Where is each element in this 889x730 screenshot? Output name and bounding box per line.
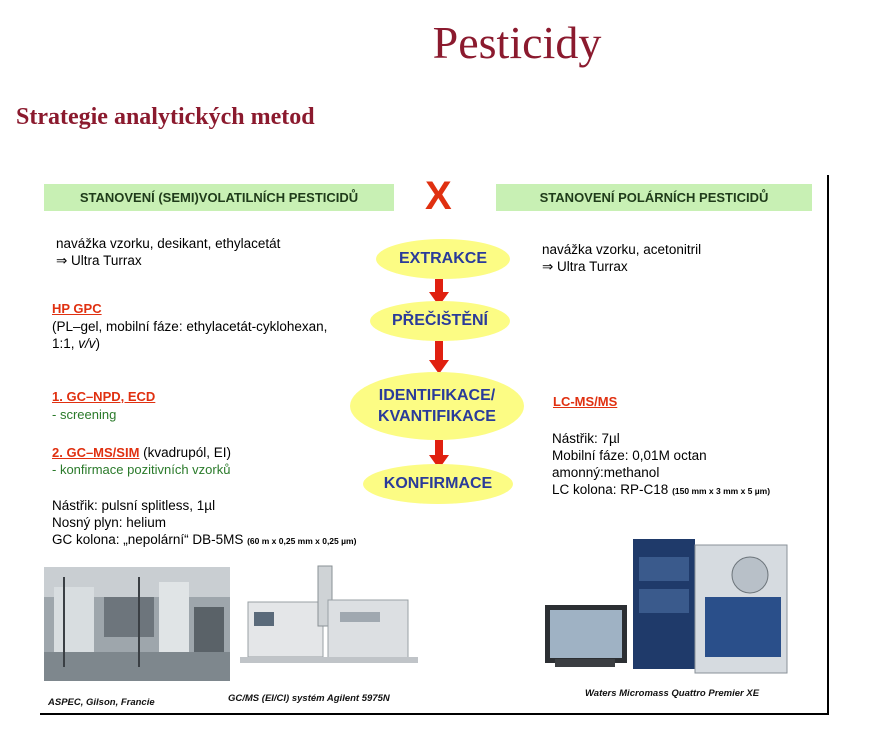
left-extraction-line1: navážka vzorku, desikant, ethylacetát bbox=[56, 236, 281, 251]
gpc-line2 bbox=[52, 335, 327, 352]
caption-waters: Waters Micromass Quattro Premier XE bbox=[585, 688, 760, 699]
gc-column-text: GC kolona: „nepolární“ DB-5MS bbox=[52, 532, 244, 547]
right-extraction bbox=[542, 241, 701, 275]
gpc-line1: (PL–gel, mobilní fáze: ethylacetát-cyklohexan, bbox=[52, 319, 328, 334]
step-kvantifikace: KVANTIFIKACE bbox=[378, 408, 496, 425]
right-extraction-line1: navážka vzorku, acetonitril bbox=[542, 242, 702, 257]
flow-arrow-3 bbox=[435, 440, 443, 456]
gc-param-carrier: Nosný plyn: helium bbox=[52, 515, 167, 530]
lc-param-column bbox=[552, 481, 770, 500]
gcms-photo bbox=[240, 560, 418, 672]
lc-column-dims: (150 mm x 3 mm x 5 µm) bbox=[672, 486, 771, 496]
gc2-title: 2. GC–MS/SIM bbox=[52, 445, 140, 460]
gpc-close-paren: ) bbox=[95, 336, 101, 351]
step-konfirmace: KONFIRMACE bbox=[363, 464, 513, 504]
lc-parameters bbox=[552, 430, 770, 500]
step-precisteni: PŘEČIŠTĚNÍ bbox=[370, 301, 510, 341]
lc-column-text: LC kolona: RP-C18 bbox=[552, 482, 669, 497]
gpc-ratio: 1:1, bbox=[52, 336, 79, 351]
page-title: Pesticidy bbox=[432, 17, 602, 68]
aspec-lab-image bbox=[44, 567, 230, 681]
waters-photo bbox=[545, 527, 815, 682]
x-mark: X bbox=[425, 174, 452, 218]
aspec-photo bbox=[44, 567, 230, 681]
gc-column-dims: (60 m x 0,25 mm x 0,25 µm) bbox=[247, 536, 357, 546]
caption-aspec: ASPEC, Gilson, Francie bbox=[48, 697, 155, 708]
right-extraction-line2: ⇒ Ultra Turrax bbox=[542, 259, 628, 274]
flow-arrow-1 bbox=[435, 279, 443, 293]
gc1-title: 1. GC–NPD, ECD bbox=[52, 389, 156, 404]
left-column-header: STANOVENÍ (SEMI)VOLATILNÍCH PESTICIDŮ bbox=[44, 184, 394, 211]
lc-param-injection: Nástřik: 7µl bbox=[552, 431, 620, 446]
step-extrakce: EXTRAKCE bbox=[376, 239, 510, 279]
gc2-extra: (kvadrupól, EI) bbox=[139, 445, 231, 460]
gc1-note: - screening bbox=[52, 407, 117, 422]
page-subtitle: Strategie analytických metod bbox=[16, 104, 315, 130]
gcms-instrument-image bbox=[240, 560, 418, 672]
gpc-description bbox=[52, 318, 327, 352]
gc-param-injection: Nástřik: pulsní splitless, 1µl bbox=[52, 498, 216, 513]
waters-instrument-image bbox=[545, 527, 815, 682]
step-identifikace: IDENTIFIKACE/ bbox=[378, 387, 496, 404]
lc-param-mobile-cont: amonný:methanol bbox=[552, 465, 660, 480]
gc-param-column bbox=[52, 531, 356, 550]
strategy-slide bbox=[40, 175, 829, 715]
right-column-header: STANOVENÍ POLÁRNÍCH PESTICIDŮ bbox=[496, 184, 812, 211]
caption-gcms: GC/MS (EI/CI) systém Agilent 5975N bbox=[228, 693, 390, 704]
lc-param-mobile: Mobilní fáze: 0,01M octan bbox=[552, 448, 707, 463]
flow-arrow-2 bbox=[435, 341, 443, 361]
gc-parameters bbox=[52, 497, 356, 550]
gc2-heading bbox=[52, 445, 231, 460]
gc2-note: - konfirmace pozitivních vzorků bbox=[52, 462, 231, 477]
lc-title: LC-MS/MS bbox=[553, 394, 618, 409]
gpc-title: HP GPC bbox=[52, 301, 102, 316]
step-identifikace-kvantifikace bbox=[350, 372, 524, 440]
left-extraction-line2: ⇒ Ultra Turrax bbox=[56, 253, 142, 268]
gpc-ratio-unit: v/v bbox=[78, 336, 96, 351]
left-extraction bbox=[56, 235, 280, 269]
